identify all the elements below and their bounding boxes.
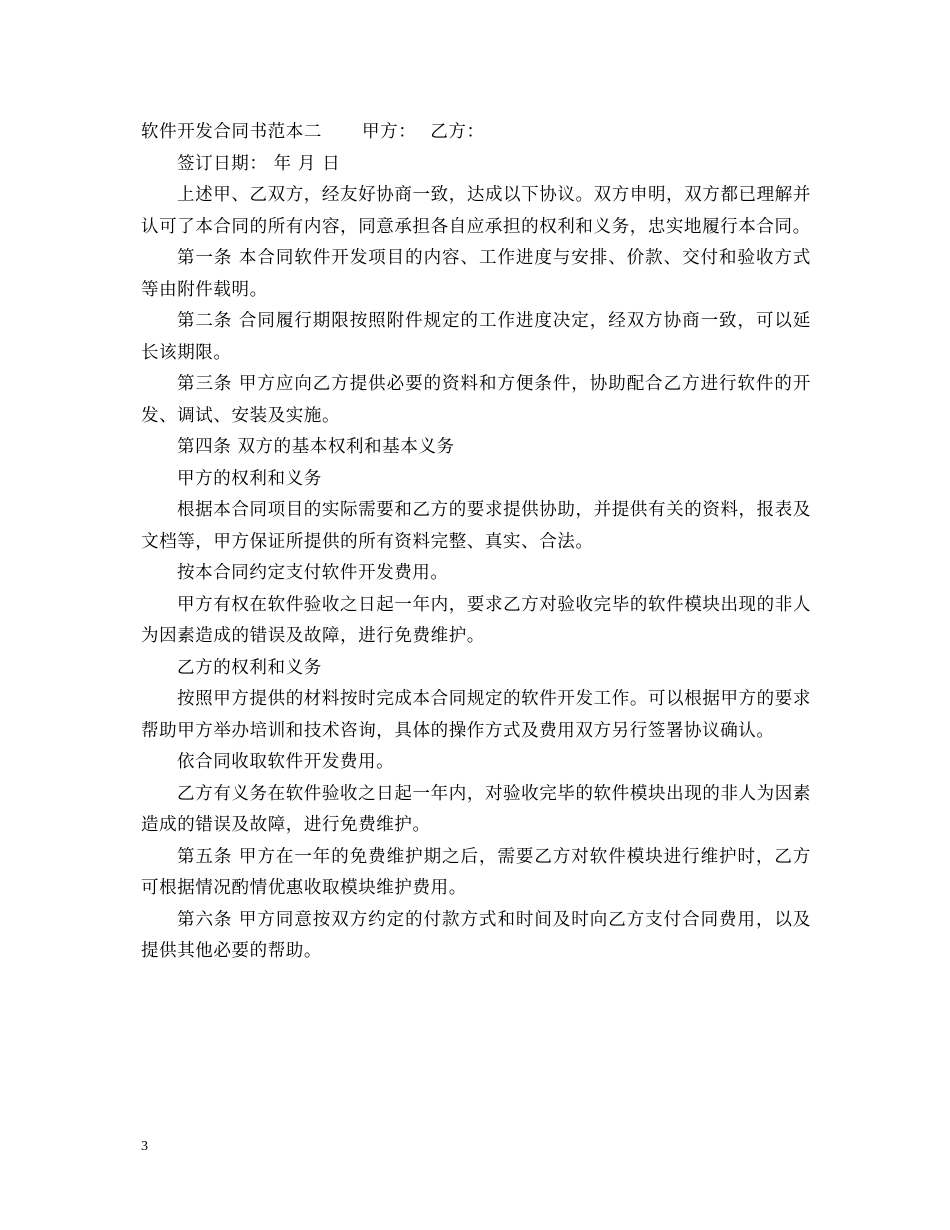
document-body: [141, 117, 811, 968]
paragraph-article-2: 第二条 合同履行期限按照附件规定的工作进度决定，经双方协商一致，可以延长该期限。: [141, 311, 811, 363]
paragraph-party-b-1: 按照甲方提供的材料按时完成本合同规定的软件开发工作。可以根据甲方的要求帮助甲方举办培训和技术咨询，具体的操作方式及费用双方另行签署协议确认。: [141, 689, 811, 741]
page-number: 3: [141, 1139, 148, 1154]
paragraph-article-5: 第五条 甲方在一年的免费维护期之后，需要乙方对软件模块进行维护时，乙方可根据情况酌情优惠收取模块维护费用。: [141, 846, 811, 898]
document-title: 软件开发合同书范本二: [141, 122, 322, 142]
paragraph-article-6: 第六条 甲方同意按双方约定的付款方式和时间及时向乙方支付合同费用，以及提供其他必要的帮助。: [141, 909, 811, 961]
paragraph-party-a-3: 甲方有权在软件验收之日起一年内，要求乙方对验收完毕的软件模块出现的非人为因素造成的错误及故障，进行免费维护。: [141, 594, 811, 646]
paragraph-signing-date: 签订日期： 年 月 日: [177, 153, 341, 174]
paragraph-party-a-2: 按本合同约定支付软件开发费用。: [177, 563, 449, 583]
paragraph-party-a-heading: 甲方的权利和义务: [177, 468, 322, 489]
paragraph-article-4: 第四条 双方的基本权利和基本义务: [177, 437, 455, 457]
paragraph-party-b-2: 依合同收取软件开发费用。: [177, 752, 395, 772]
party-b-label: 乙方：: [430, 122, 485, 142]
party-a-label: 甲方：: [362, 122, 417, 142]
paragraph-party-b-heading: 乙方的权利和义务: [177, 657, 322, 678]
paragraph-article-3: 第三条 甲方应向乙方提供必要的资料和方便条件，协助配合乙方进行软件的开发、调试、安装及实施。: [141, 374, 811, 426]
paragraph-preamble: 上述甲、乙双方，经友好协商一致，达成以下协议。双方申明，双方都已理解并认可了本合同的所有内容，同意承担各自应承担的权利和义务，忠实地履行本合同。: [141, 185, 811, 237]
title-line: [141, 117, 811, 149]
paragraph-party-b-3: 乙方有义务在软件验收之日起一年内，对验收完毕的软件模块出现的非人为因素造成的错误及故障，进行免费维护。: [141, 783, 811, 835]
paragraph-article-1: 第一条 本合同软件开发项目的内容、工作进度与安排、价款、交付和验收方式等由附件载明。: [141, 248, 811, 300]
paragraph-party-a-1: 根据本合同项目的实际需要和乙方的要求提供协助，并提供有关的资料，报表及文档等，甲方保证所提供的所有资料完整、真实、合法。: [141, 500, 811, 552]
